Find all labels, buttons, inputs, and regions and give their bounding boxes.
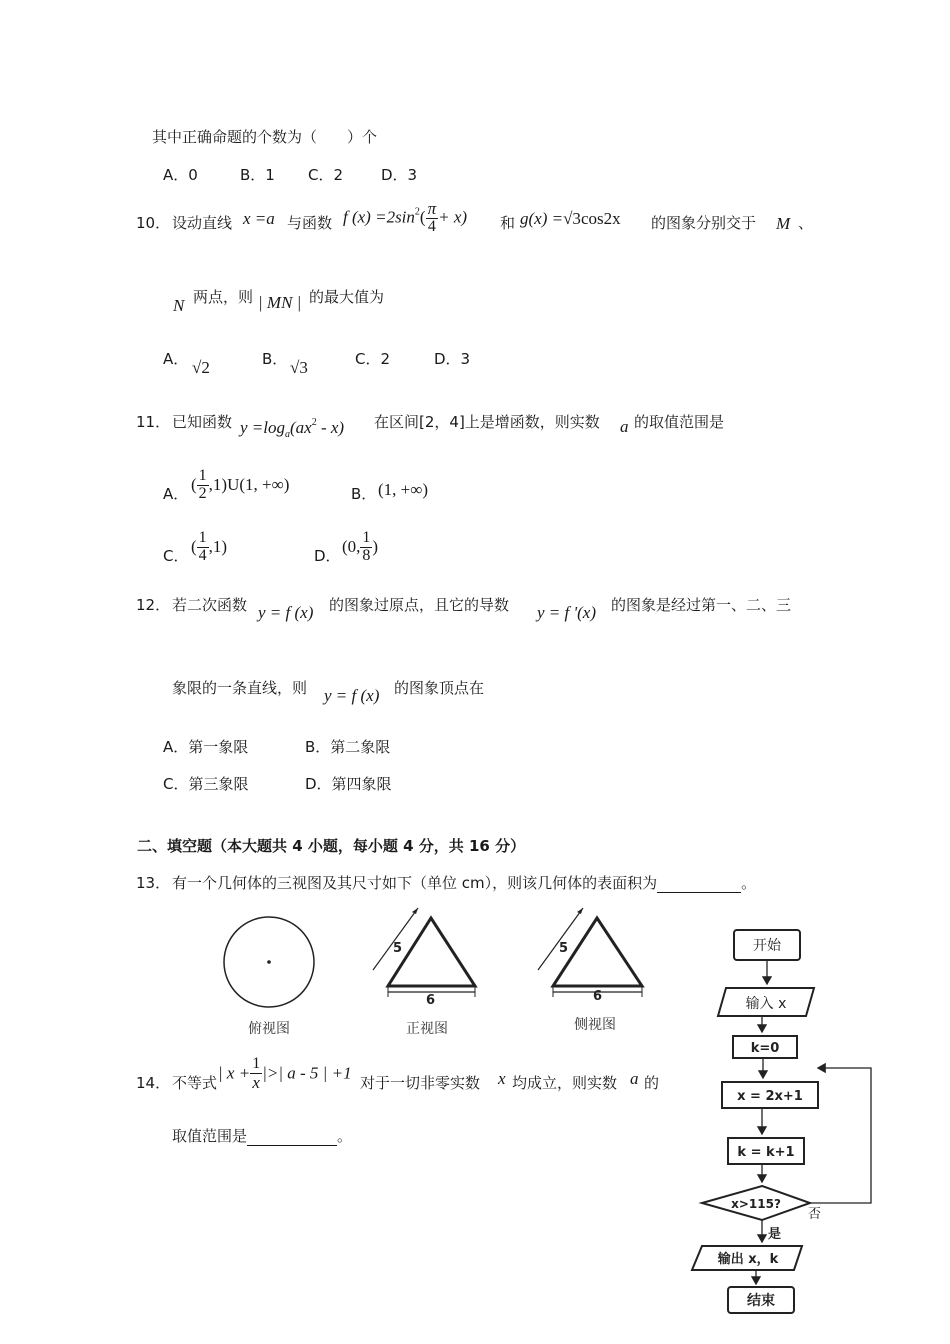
side-view-slant-label: 5 <box>559 941 569 956</box>
flow-k0-label: k=0 <box>750 1041 780 1056</box>
q14-text-1: 不等式 <box>172 1074 218 1092</box>
q11-a-rest: ,1)U(1, +∞) <box>208 474 290 494</box>
q10-point-n: N <box>173 296 185 315</box>
q10-text-4: 的图象分别交于 <box>651 214 757 232</box>
front-view-slant-label: 5 <box>393 941 403 956</box>
q10-option-c: C．2 <box>355 350 391 368</box>
section-heading: 二、填空题（本大题共 4 小题，每小题 4 分，共 16 分） <box>137 837 526 855</box>
side-view-label: 侧视图 <box>574 1017 616 1033</box>
q11-a-frac <box>197 468 209 503</box>
flow-start-label: 开始 <box>753 938 781 954</box>
q10-f-paren: ( <box>419 207 426 227</box>
q14-answer-blank <box>247 1127 337 1146</box>
q11-text-2: 在区间[2，4]上是增函数，则实数 <box>374 413 600 431</box>
top-view-center-dot <box>267 960 271 964</box>
q11-d-open: (0, <box>342 536 361 556</box>
three-views-figure <box>210 900 660 1048</box>
flow-no-label: 否 <box>808 1207 822 1222</box>
q11-number: 11． <box>136 413 171 431</box>
q14-inequality <box>218 1056 352 1092</box>
q10-f-formula <box>343 200 467 236</box>
q14-line-2 <box>172 1125 352 1146</box>
q11-arg: (ax <box>290 418 312 437</box>
q11-log-base: a <box>285 429 290 440</box>
q13-period: 。 <box>741 874 757 892</box>
q12-option-b: B．第二象限 <box>305 738 391 756</box>
q11-a-den: 2 <box>198 484 207 502</box>
flow-assign-x-label: x = 2x+1 <box>737 1089 803 1104</box>
flow-end-label: 结束 <box>747 1293 775 1309</box>
q10-four: 4 <box>427 217 436 235</box>
q13-number: 13． <box>136 874 171 892</box>
q10-text-7: 的最大值为 <box>309 288 385 306</box>
q9-option-d: D．3 <box>381 166 418 184</box>
q10-sqrt3: √3 <box>563 209 581 228</box>
q14-text-5: 取值范围是 <box>172 1127 248 1145</box>
front-view-base-label: 6 <box>426 993 436 1008</box>
q12-option-c: C．第三象限 <box>163 775 249 793</box>
side-view-base-label: 6 <box>593 989 603 1004</box>
q12-text-4: 象限的一条直线，则 <box>172 679 308 697</box>
q11-c-den: 4 <box>198 546 207 564</box>
flow-yes-label: 是 <box>768 1227 782 1242</box>
q11-d-rest: ) <box>372 536 379 556</box>
q12-y-fprime: y = f '(x) <box>537 603 596 622</box>
q14-number: 14． <box>136 1074 171 1092</box>
q11-c-open: ( <box>191 536 197 556</box>
q10-f-lhs: f (x) =2sin <box>343 207 415 227</box>
q10-point-m: M <box>776 214 791 233</box>
q11-c-frac <box>197 530 209 565</box>
q10-plus-x: + x) <box>438 207 468 227</box>
q11-sup: 2 <box>311 417 317 428</box>
flow-condition-label: x>115? <box>731 1197 781 1211</box>
q10-line-eq: x =a <box>243 209 275 228</box>
q10-mn-abs: | MN | <box>258 293 302 312</box>
q9-option-c: C．2 <box>308 166 344 184</box>
q12-text-1: 若二次函数 <box>172 596 248 614</box>
top-view-label: 俯视图 <box>248 1021 290 1037</box>
q11-option-c-value <box>191 530 227 565</box>
flow-loop-arrow <box>810 1068 871 1203</box>
q12-number: 12． <box>136 596 171 614</box>
q11-option-a-label: A． <box>163 485 189 503</box>
q11-var-a: a <box>620 417 629 436</box>
q14-period: 。 <box>337 1127 353 1145</box>
side-view-slant-dim <box>538 908 583 970</box>
q11-option-d-label: D． <box>314 547 341 565</box>
q10-pi-over-4 <box>426 200 439 236</box>
q12-text-5: 的图象顶点在 <box>394 679 485 697</box>
q14-text-2: 对于一切非零实数 <box>360 1074 481 1092</box>
q10-option-b-label: B． <box>262 350 288 368</box>
q11-formula <box>240 417 344 440</box>
q14-var-x: x <box>498 1069 506 1088</box>
q14-abs-rest: |>| a - 5 | +1 <box>262 1063 352 1083</box>
q10-f-sup: 2 <box>414 206 420 218</box>
q11-option-a-value <box>191 468 289 503</box>
q10-text-6: 两点，则 <box>193 288 254 306</box>
q14-text-3: 均成立，则实数 <box>512 1074 618 1092</box>
flow-output-label: 输出 x，k <box>717 1252 779 1267</box>
q10-option-d: D．3 <box>434 350 471 368</box>
q12-y-fx: y = f (x) <box>258 603 314 622</box>
q11-text-1: 已知函数 <box>172 413 233 431</box>
q11-c-num: 1 <box>198 529 207 546</box>
q10-option-a-value: √2 <box>192 358 210 377</box>
q12-option-a: A．第一象限 <box>163 738 249 756</box>
q10-text-3: 和 <box>500 214 516 232</box>
q9-stem: 其中正确命题的个数为（ ）个 <box>152 128 378 146</box>
q10-text-2: 与函数 <box>287 214 333 232</box>
q12-text-2: 的图象过原点，且它的导数 <box>329 596 510 614</box>
q10-text-5: 、 <box>798 214 814 232</box>
front-view-slant-dim <box>373 908 418 970</box>
q14-x-den: x <box>252 1072 260 1092</box>
front-view-label: 正视图 <box>406 1021 448 1037</box>
q10-pi: π <box>427 199 437 218</box>
q11-arg-end: - x) <box>316 418 345 437</box>
q9-option-b: B．1 <box>240 166 275 184</box>
q11-d-den: 8 <box>362 546 371 564</box>
q10-option-b-value: √3 <box>290 358 308 377</box>
q12-option-d: D．第四象限 <box>305 775 392 793</box>
q11-d-num: 1 <box>362 529 371 546</box>
side-view-arrowhead <box>577 908 583 914</box>
flow-input-label: 输入 x <box>745 996 787 1012</box>
q14-abs-open: | x + <box>218 1063 251 1083</box>
q11-option-d-value <box>342 530 378 565</box>
q10-number: 10． <box>136 214 171 232</box>
flow-assign-k-label: k = k+1 <box>737 1145 795 1160</box>
q14-var-a: a <box>630 1069 639 1088</box>
q13-answer-blank <box>657 874 741 893</box>
q13-stem: 有一个几何体的三视图及其尺寸如下（单位 cm），则该几何体的表面积为 <box>172 874 658 892</box>
q14-one-over-x <box>250 1056 262 1092</box>
q12-y-fx-2: y = f (x) <box>324 686 380 705</box>
q13-text <box>172 872 756 893</box>
q10-cos2x: cos2x <box>580 209 621 228</box>
q11-option-b-label: B． <box>351 485 377 503</box>
q11-d-frac <box>360 530 372 565</box>
q11-y-log: y =log <box>240 418 285 437</box>
q11-a-num: 1 <box>198 467 207 484</box>
q10-text-1: 设动直线 <box>172 214 233 232</box>
q11-option-b-value: (1, +∞) <box>378 480 429 499</box>
q9-option-a: A．0 <box>163 166 198 184</box>
q11-text-3: 的取值范围是 <box>634 413 725 431</box>
flowchart <box>684 922 880 1322</box>
q12-text-3: 的图象是经过第一、二、三 <box>611 596 792 614</box>
q14-one: 1 <box>252 1055 261 1072</box>
q11-c-rest: ,1) <box>208 536 228 556</box>
q10-option-a-label: A． <box>163 350 189 368</box>
q11-a-open: ( <box>191 474 197 494</box>
q10-g-lhs: g(x) = <box>520 209 564 228</box>
q14-text-4: 的 <box>644 1074 660 1092</box>
q11-option-c-label: C． <box>163 547 189 565</box>
front-view-arrowhead <box>412 908 418 914</box>
q10-g-formula <box>520 209 621 229</box>
